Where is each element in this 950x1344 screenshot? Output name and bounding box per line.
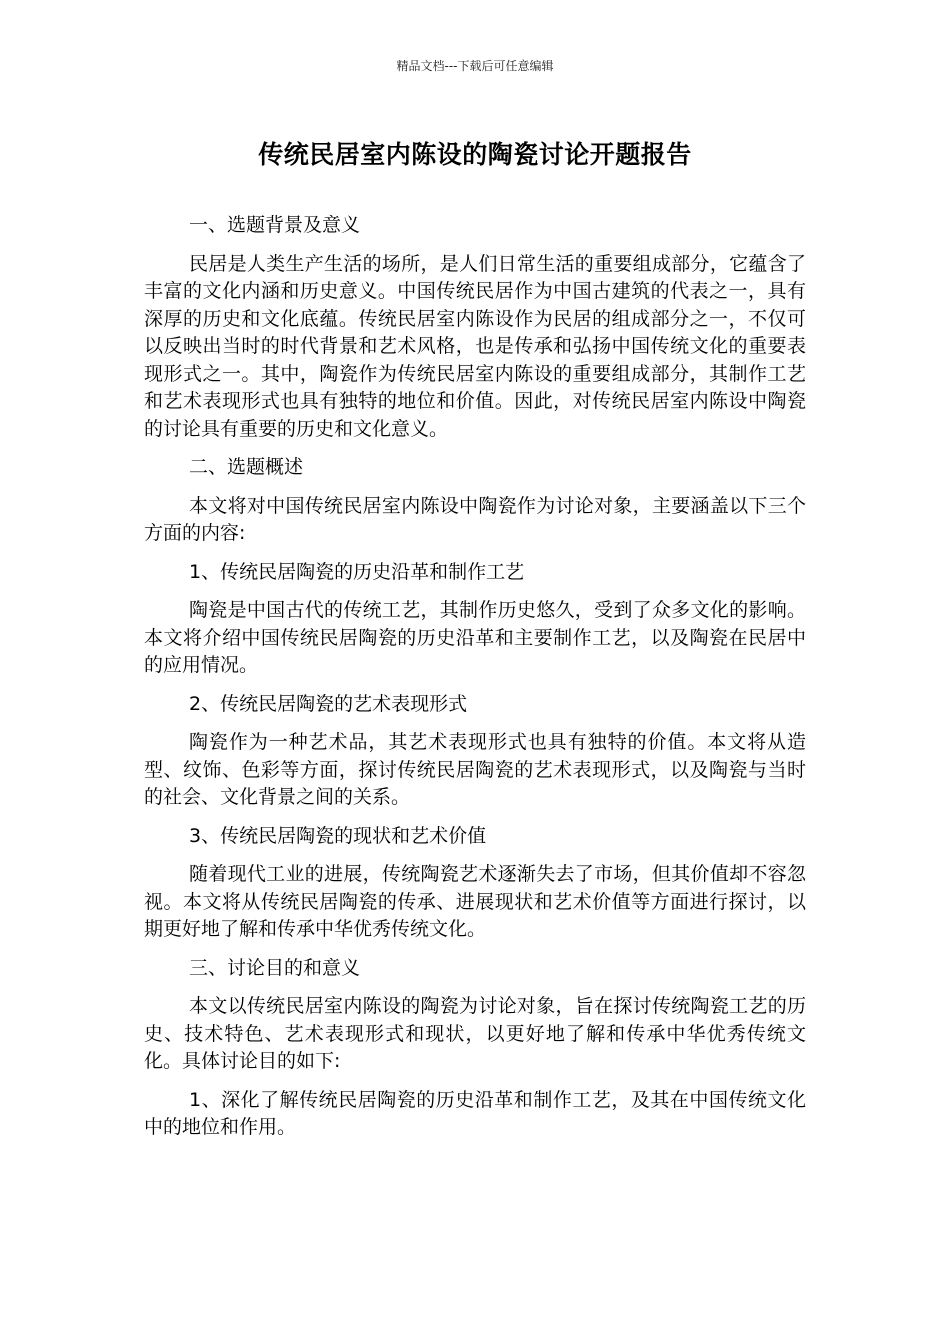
paragraph-purpose-item-1: 1、深化了解传统民居陶瓷的历史沿革和制作工艺，及其在中国传统文化中的地位和作用。 (144, 1088, 806, 1138)
document-body (144, 212, 806, 1153)
subheading-art-forms: 2、传统民居陶瓷的艺术表现形式 (189, 692, 468, 715)
paragraph-purpose: 本文以传统民居室内陈设的陶瓷为讨论对象，旨在探讨传统陶瓷工艺的历史、技术特色、艺术表现形式和现状，以更好地了解和传承中华优秀传统文化。具体讨论目的如下: (144, 995, 806, 1072)
section-heading-purpose: 三、讨论目的和意义 (189, 956, 361, 979)
document-title: 传统民居室内陈设的陶瓷讨论开题报告 (258, 140, 692, 169)
paragraph-overview: 本文将对中国传统民居室内陈设中陶瓷作为讨论对象，主要涵盖以下三个方面的内容: (144, 494, 806, 544)
paragraph-background: 民居是人类生产生活的场所，是人们日常生活的重要组成部分，它蕴含了丰富的文化内涵和历史意义。中国传统民居作为中国古建筑的代表之一，具有深厚的历史和文化底蕴。传统民居室内陈设作为民居的组成部分之一，不仅可以反映出当时的时代背景和艺术风格，也是传承和弘扬中国传统文化的重要表现形式之一。其中，陶瓷作为传统民居室内陈设的重要组成部分，其制作工艺和艺术表现形式也具有独特的地位和价值。因此，对传统民居室内陈设中陶瓷的讨论具有重要的历史和文化意义。 (144, 252, 806, 440)
subheading-history: 1、传统民居陶瓷的历史沿革和制作工艺 (189, 560, 525, 583)
page-header: 精品文档---下载后可任意编辑 (396, 59, 554, 73)
paragraph-art-forms: 陶瓷作为一种艺术品，其艺术表现形式也具有独特的价值。本文将从造型、纹饰、色彩等方面，探讨传统民居陶瓷的艺术表现形式，以及陶瓷与当时的社会、文化背景之间的关系。 (144, 731, 806, 808)
paragraph-history: 陶瓷是中国古代的传统工艺，其制作历史悠久，受到了众多文化的影响。本文将介绍中国传统民居陶瓷的历史沿革和主要制作工艺，以及陶瓷在民居中的应用情况。 (144, 599, 806, 676)
section-heading-overview: 二、选题概述 (189, 456, 304, 478)
section-heading-background: 一、选题背景及意义 (189, 214, 361, 236)
subheading-status-value: 3、传统民居陶瓷的现状和艺术价值 (189, 824, 487, 847)
paragraph-status-value: 随着现代工业的进展，传统陶瓷艺术逐渐失去了市场，但其价值却不容忽视。本文将从传统民居陶瓷的传承、进展现状和艺术价值等方面进行探讨，以期更好地了解和传承中华优秀传统文化。 (144, 863, 806, 940)
